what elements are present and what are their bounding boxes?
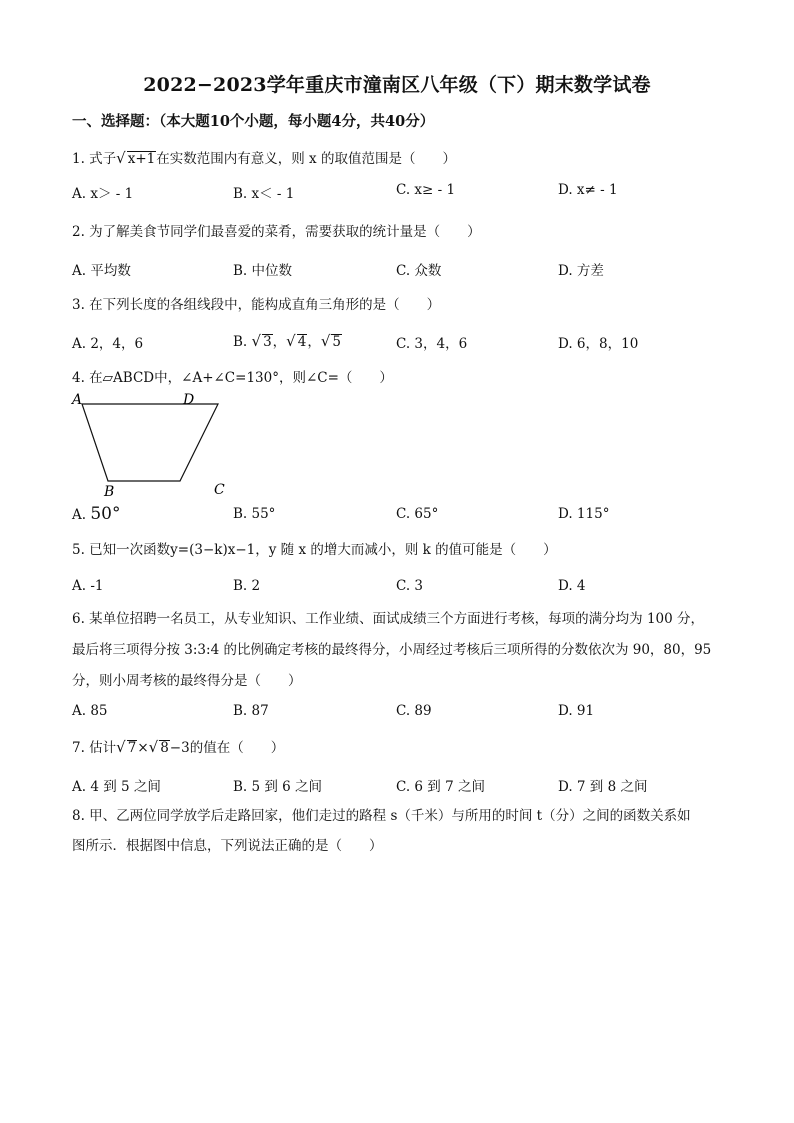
question-3: 3. 在下列长度的各组线段中，能构成直角三角形的是（ ） [72, 297, 441, 313]
radical-sign: √ [320, 332, 331, 350]
q5-option-c: C. 3 [396, 578, 424, 594]
question-1-prefix: 1. 式子 [72, 151, 117, 167]
question-7-prefix: 7. 估计 [72, 740, 117, 756]
q6-option-c: C. 89 [396, 703, 432, 719]
q7-option-a: A. 4 到 5 之间 [72, 779, 161, 795]
question-1-suffix: 在实数范围内有意义，则 x 的取值范围是（ ） [156, 151, 456, 167]
q3-radicand-1: 3 [263, 334, 272, 350]
q5-option-d: D. 4 [558, 578, 586, 594]
radical-sign: √ [251, 332, 262, 350]
q4-option-a-value: 50° [90, 504, 121, 524]
q2-option-a: A. 平均数 [72, 263, 131, 279]
radical-sign: √ [116, 738, 126, 756]
separator: ， [272, 334, 287, 350]
q4-option-c: C. 65° [396, 506, 439, 522]
question-6-line-3: 分，则小周考核的最终得分是（ ） [72, 673, 302, 689]
q3-radicand-3: 5 [332, 334, 341, 350]
parallelogram-shape [82, 404, 218, 481]
separator: ， [307, 334, 321, 350]
q4-option-a [72, 504, 120, 524]
q7-option-d: D. 7 到 8 之间 [558, 779, 648, 795]
question-2: 2. 为了解美食节同学们最喜爱的菜肴，需要获取的统计量是（ ） [72, 224, 481, 240]
q2-option-b: B. 中位数 [233, 263, 293, 279]
times-sign: × [137, 740, 149, 756]
question-5: 5. 已知一次函数y=(3−k)x−1，y 随 x 的增大而减小，则 k 的值可能是（ ） [72, 542, 557, 558]
q4-option-d: D. 115° [558, 506, 610, 522]
radical-sign: √ [286, 332, 296, 350]
question-7 [72, 737, 284, 758]
q5-option-a: A. -1 [72, 578, 104, 594]
parallelogram-figure [68, 390, 238, 502]
question-7-radicand-2: 8 [160, 740, 169, 756]
q3-option-d: D. 6，8，10 [558, 336, 639, 352]
vertex-label-a: A [72, 392, 83, 408]
radical-sign: √ [148, 738, 159, 756]
page-title: 2022−2023学年重庆市潼南区八年级（下）期末数学试卷 [143, 74, 651, 96]
q6-option-b: B. 87 [233, 703, 269, 719]
vertex-label-b: B [104, 484, 115, 500]
question-8-line-1: 8. 甲、乙两位同学放学后走路回家，他们走过的路程 s（千米）与所用的时间 t（分）之间的函数关系如 [72, 808, 691, 824]
vertex-label-d: D [183, 392, 195, 408]
q1-option-b: B. x＜ - 1 [233, 186, 295, 202]
q7-option-b: B. 5 到 6 之间 [233, 779, 323, 795]
q7-option-c: C. 6 到 7 之间 [396, 779, 485, 795]
question-8-line-2: 图所示．根据图中信息，下列说法正确的是（ ） [72, 838, 383, 854]
question-6-line-1: 6. 某单位招聘一名员工，从专业知识、工作业绩、面试成绩三个方面进行考核，每项的满分均为 100 分， [72, 611, 705, 627]
q4-option-b: B. 55° [233, 506, 276, 522]
q4-option-a-label: A. [72, 507, 91, 523]
q2-option-d: D. 方差 [558, 263, 604, 279]
question-7-suffix: −3的值在（ ） [169, 740, 285, 756]
q2-option-c: C. 众数 [396, 263, 442, 279]
q3-radicand-2: 4 [297, 334, 307, 350]
q3-option-b-label: B. [233, 334, 252, 350]
q3-option-b [233, 330, 342, 350]
vertex-label-c: C [214, 482, 225, 498]
q3-option-c: C. 3，4，6 [396, 336, 468, 352]
question-6-line-2: 最后将三项得分按 3:3:4 的比例确定考核的最终得分，小周经过考核后三项所得的分数依次为 90，80，95 [72, 642, 712, 658]
q5-option-b: B. 2 [233, 578, 261, 594]
section-heading: 一、选择题：（本大题10个小题，每小题4分，共40分） [72, 113, 435, 130]
q6-option-d: D. 91 [558, 703, 595, 719]
q1-option-d: D. x≠ - 1 [558, 182, 618, 198]
q3-option-a: A. 2，4，6 [72, 336, 144, 352]
question-7-radicand-1: 7 [127, 740, 137, 756]
question-1 [72, 148, 456, 169]
question-1-radicand: x+1 [127, 151, 156, 167]
radical-sign: √ [116, 149, 126, 167]
q1-option-c: C. x≥ - 1 [396, 182, 456, 198]
question-4: 4. 在▱ABCD中，∠A+∠C=130°，则∠C=（ ） [72, 370, 393, 386]
q6-option-a: A. 85 [72, 703, 108, 719]
q1-option-a: A. x＞ - 1 [72, 186, 134, 202]
